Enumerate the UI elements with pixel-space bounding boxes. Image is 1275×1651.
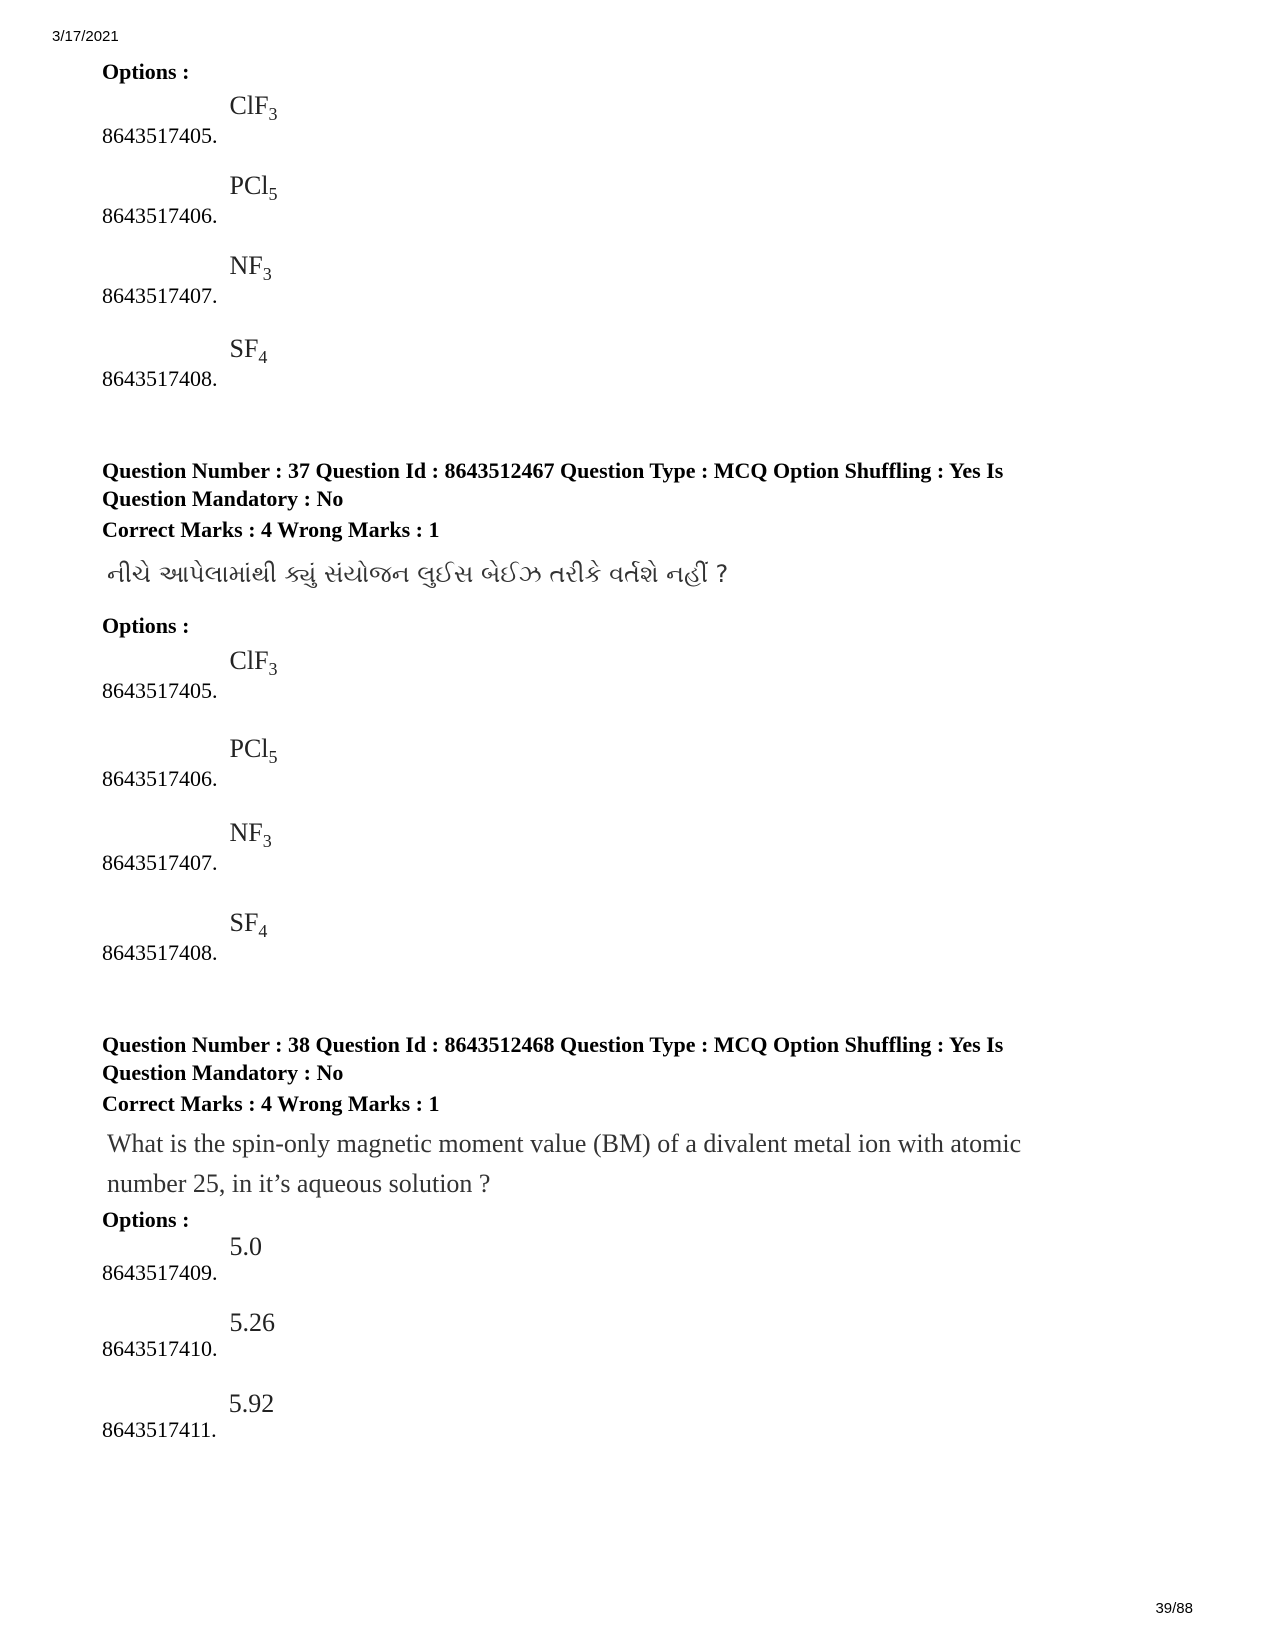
question-header-line: Question Mandatory : No bbox=[102, 1060, 344, 1085]
option-item bbox=[102, 1389, 275, 1443]
page-number: 39/88 bbox=[1155, 1600, 1193, 1617]
option-formula: $NF_3$ bbox=[229, 251, 272, 284]
option-id: 8643517405. bbox=[102, 678, 218, 703]
question-text-line: What is the spin-only magnetic moment value (BM) of a divalent metal ion with atomic bbox=[107, 1129, 1022, 1158]
option-value: 5.92 bbox=[228, 1389, 275, 1418]
options-label: Options : bbox=[102, 59, 190, 84]
print-date: 3/17/2021 bbox=[52, 28, 119, 45]
option-formula: $NF_3$ bbox=[229, 818, 272, 851]
question-text-line: number 25, in it’s aqueous solution ? bbox=[107, 1169, 491, 1198]
question-header-line: Question Mandatory : No bbox=[102, 486, 344, 511]
question-37-header bbox=[102, 457, 1182, 513]
option-id: 8643517405. bbox=[102, 123, 218, 148]
option-item bbox=[102, 171, 278, 229]
question-38-text bbox=[107, 1124, 1197, 1204]
option-formula: PCl$_5$ bbox=[229, 734, 278, 767]
option-formula: ClF$_3$ bbox=[229, 91, 278, 124]
options-label: Options : bbox=[102, 613, 190, 638]
option-id: 8643517411. bbox=[102, 1417, 217, 1442]
question-header-line: Question Number : 37 Question Id : 8643512467 Question Type : MCQ Option Shuffling : Yes Is bbox=[102, 458, 1004, 483]
question-38-header bbox=[102, 1031, 1182, 1087]
question-header-line: Question Number : 38 Question Id : 8643512468 Question Type : MCQ Option Shuffling : Yes Is bbox=[102, 1032, 1004, 1057]
option-formula: ClF$_3$ bbox=[229, 646, 278, 679]
option-item bbox=[102, 1308, 275, 1362]
option-item bbox=[102, 91, 278, 149]
option-id: 8643517406. bbox=[102, 766, 218, 791]
option-id: 8643517408. bbox=[102, 366, 218, 391]
option-value: 5.26 bbox=[229, 1308, 275, 1337]
option-formula: $SF_4$ bbox=[229, 334, 268, 367]
option-value: 5.0 bbox=[229, 1232, 262, 1261]
option-item bbox=[102, 251, 272, 309]
options-label: Options : bbox=[102, 1207, 190, 1232]
option-item bbox=[102, 1232, 262, 1286]
option-item bbox=[102, 908, 268, 966]
option-id: 8643517406. bbox=[102, 203, 218, 228]
option-item bbox=[102, 334, 268, 392]
option-item bbox=[102, 818, 272, 876]
option-id: 8643517409. bbox=[102, 1260, 218, 1285]
option-item bbox=[102, 646, 278, 704]
option-id: 8643517408. bbox=[102, 940, 218, 965]
option-formula: $SF_4$ bbox=[229, 908, 268, 941]
option-id: 8643517410. bbox=[102, 1336, 218, 1361]
option-item bbox=[102, 734, 278, 792]
question-38-marks: Correct Marks : 4 Wrong Marks : 1 bbox=[102, 1091, 440, 1116]
option-id: 8643517407. bbox=[102, 850, 218, 875]
option-id: 8643517407. bbox=[102, 283, 218, 308]
question-37-text: નીચે આપેલામાંથી ક્યું સંયોજન લુઈસ બેઈઝ તરીકે વર્તશે નહીં ? bbox=[107, 560, 729, 588]
question-37-marks: Correct Marks : 4 Wrong Marks : 1 bbox=[102, 517, 440, 542]
option-formula: PCl$_5$ bbox=[229, 171, 278, 204]
